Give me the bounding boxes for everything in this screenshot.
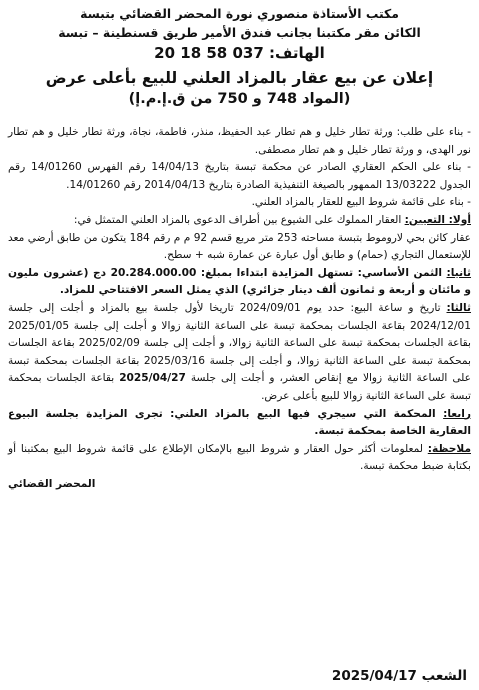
paragraph-request: - بناء على طلب: ورثة تطار خليل و هم تطار عبد الحفيظ، منذر، فاطمة، نجاة، ورثة تطار خليل و هم تطار نور الهدى، و ورثة تطار خليل و هم تطار مصطفى. [8, 126, 471, 156]
sale-date-tail: بقاعة الجلسات بمحكمة تبسة على الساعة الثانية زوالا للبيع بأعلى عرض. [8, 372, 471, 402]
paragraph-sale-date [8, 300, 471, 406]
court-text: المحكمة التي سيجري فيها البيع بالمزاد العلني: تجرى المزايدة بجلسة البيوع العقارية الخاصة بمحكمة تبسة. [8, 407, 471, 438]
publication-footer [0, 668, 479, 684]
paragraph-conditions: - بناء على قائمة شروط البيع للعقار بالمزاد العلني. [251, 196, 471, 209]
paragraph-price [8, 265, 471, 300]
publication-date: 2025/04/17 [331, 668, 417, 684]
note-text: لمعلومات أكثر حول العقار و شروط البيع بالإمكان الإطلاع على قائمة شروط البيع بمكتبنا أو بكتابة ضبط محكمة تبسة. [8, 442, 471, 473]
office-address: الكائن مقر مكتبنا بجانب فندق الأمير طريق قسنطينة – تبسة [58, 25, 421, 40]
newspaper-name: الشعب [421, 668, 467, 684]
paragraph-designation [8, 212, 471, 230]
designation-text: العقار المملوك على الشيوع بين أطراف الدعوى بالمزاد العلني المتمثل في: [73, 213, 405, 226]
price-amount: 20.284.000.00 دج [92, 266, 197, 279]
paragraph-judgment: - بناء على الحكم العقاري الصادر عن محكمة تبسة بتاريخ 14/04/13 رقم الفهرس 14/01260 رقم الجدول 13/03222 الممهور بالصيغة التنفيذية الصادرة بتاريخ 2014/04/13 رقم 14/01260. [8, 161, 472, 191]
notice-subtitle: (المواد 748 و 750 من ق.إ.م.إ) [128, 91, 351, 107]
final-session-date: 2025/04/27 [119, 372, 186, 385]
designation-label: أولا: التعيين: [404, 213, 471, 226]
paragraph-court [8, 406, 471, 441]
sale-date-text: تاريخ و ساعة البيع: حدد يوم 2024/09/01 تاريخا لأول جلسة بيع بالمزاد و أجلت إلى جلسة 2024/12/01 بقاعة الجلسات بمحكمة تبسة على الساعة الثانية زوالا و أجلت إلى جلسة 2025/01/05 بقاعة الجلسات بمحكمة تبسة على الساعة الثانية زوالا، و أجلت إلى جلسة 2025/02/09 بقاعة الجلسات بمحكمة تبسة على الساعة الثانية زوالا، و أجلت إلى جلسة 2025/03/16 بقاعة الجلسات بمحكمة تبسة على الساعة الثانية زوالا مع إنقاص العشر، و أجلت إلى جلسة [8, 301, 472, 385]
notice-title: إعلان عن بيع عقار بالمزاد العلني للبيع بأعلى عرض [45, 69, 434, 87]
court-label: رابعا: [443, 407, 471, 420]
paragraph-note [8, 441, 471, 476]
price-text: الثمن الأساسي: تستهل المزايدة ابتداءا بمبلغ: [196, 266, 447, 279]
phone-number: 20 18 58 037 [154, 44, 264, 62]
sale-date-label: ثالثا: [446, 301, 471, 314]
phone-line [8, 42, 471, 64]
phone-label: الهاتف: [269, 44, 325, 62]
notice-body [8, 124, 471, 493]
price-words: (عشرون مليون و مائتان و أربعة و ثمانون ألف دينار جزائري) الذي يمثل السعر الافتتاحي للمزاد. [8, 266, 471, 297]
note-label: ملاحظة: [427, 442, 471, 455]
signature: المحضر القضائي [8, 477, 96, 490]
paragraph-property: عقار كائن بحي لاروموط بتبسة مساحته 253 متر مربع قسم 92 م م رقم 184 يتكون من طابق أرضي معد للإستعمال التجاري (حمام) و طابق أول عبارة عن عمارة شبه + سطح. [8, 231, 472, 262]
closing-row [8, 476, 471, 494]
price-label: ثانيا: [446, 266, 472, 279]
office-name: مكتب الأستاذة منصوري نورة المحضر القضائي بتبسة [80, 6, 399, 21]
